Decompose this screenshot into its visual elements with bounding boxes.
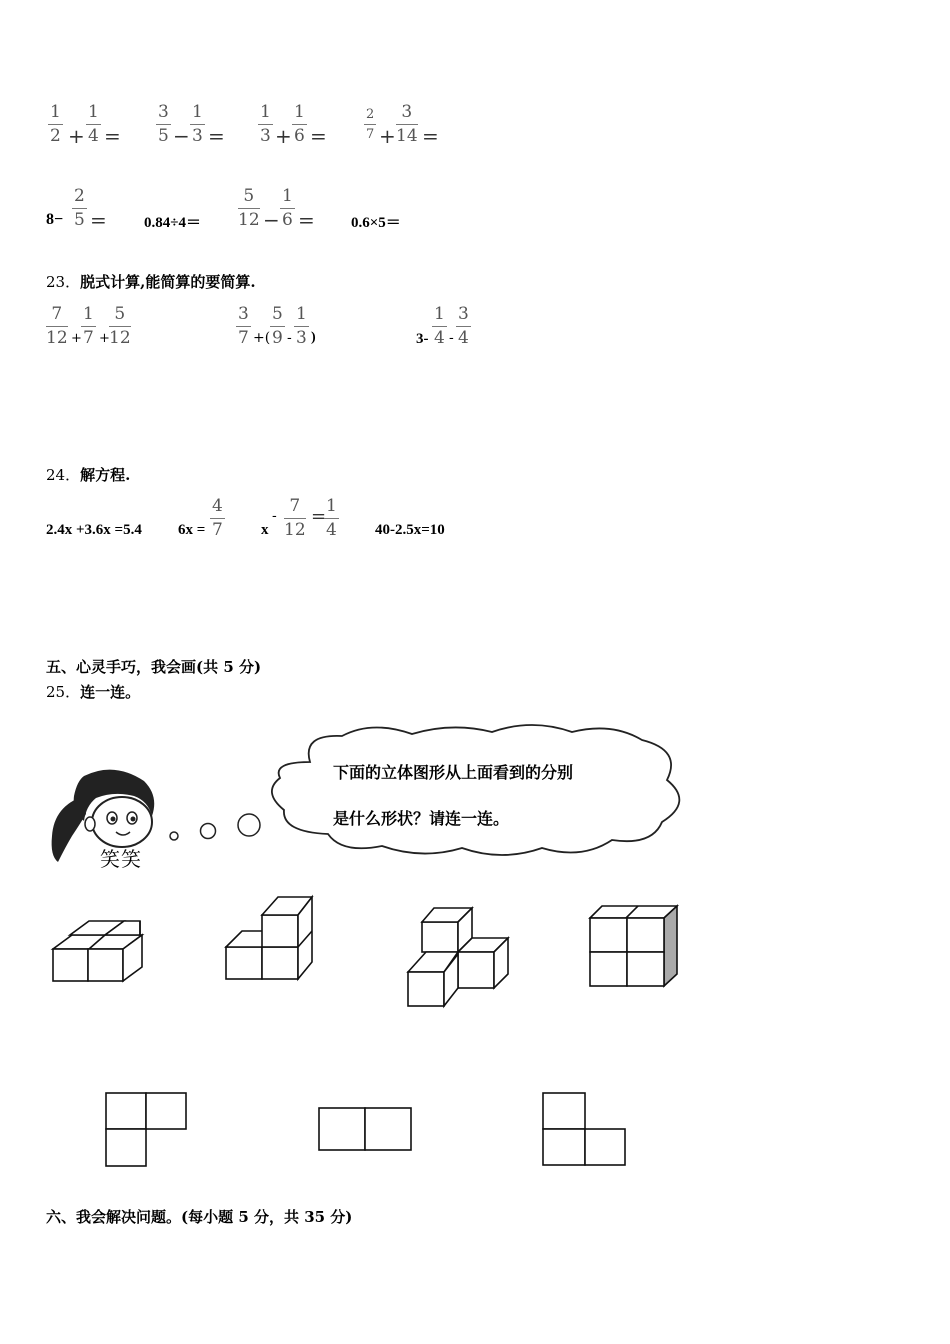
- fraction: $\frac{1}{3}$: [260, 102, 271, 146]
- fraction: $\frac{1}{2}$: [50, 102, 61, 146]
- fraction: $\frac{3}{4}$: [458, 304, 469, 348]
- equation-4: 40-2.5x=10: [375, 522, 445, 538]
- equation-1: 2.4x +3.6x =5.4: [46, 522, 142, 538]
- solid-figure-1: [50, 915, 150, 985]
- section-6-title: 六、我会解决问题。(每小题 5 分，共 35 分): [46, 1208, 353, 1226]
- solid-figure-2: [224, 890, 324, 985]
- question-23-heading: 23．脱式计算,能简算的要简算.: [46, 273, 256, 291]
- bubble-text-line2: 是什么形状？请连一连。: [333, 809, 510, 828]
- row2-expr4: 0.6×5＝: [351, 215, 401, 231]
- fraction: $\frac{1}{4}$: [326, 496, 337, 540]
- thought-cloud: [262, 722, 694, 862]
- fraction: $\frac{2}{5}$: [74, 186, 85, 230]
- fraction: $\frac{1}{6}$: [282, 186, 293, 230]
- top-view-shape-1: [104, 1091, 189, 1169]
- character-label: 笑笑: [100, 847, 142, 871]
- solid-figure-3: [404, 904, 514, 1010]
- question-24-heading: 24．解方程.: [46, 466, 131, 484]
- fraction: $\frac{3}{5}$: [158, 102, 169, 146]
- fraction: $\frac{1}{7}$: [83, 304, 94, 348]
- solid-figure-4: [588, 904, 683, 992]
- bubble-text-line1: 下面的立体图形从上面看到的分别: [333, 763, 574, 782]
- fraction: $\frac{5}{12}$: [109, 304, 131, 348]
- fraction: $\frac{3}{7}$: [238, 304, 249, 348]
- fraction: $\frac{1}{4}$: [88, 102, 99, 146]
- row2-expr2: 0.84÷4＝: [144, 215, 201, 231]
- section-5-title: 五、心灵手巧，我会画(共 5 分): [46, 658, 262, 676]
- fraction: $\frac{2}{7}$: [366, 107, 375, 142]
- fraction: $\frac{3}{14}$: [396, 102, 418, 146]
- fraction: $\frac{1}{4}$: [434, 304, 445, 348]
- fraction: $\frac{1}{6}$: [294, 102, 305, 146]
- fraction: $\frac{1}{3}$: [296, 304, 307, 348]
- question-25-heading: 25．连一连。: [46, 683, 141, 701]
- top-view-shape-3: [541, 1091, 629, 1169]
- fraction: $\frac{4}{7}$: [212, 496, 223, 540]
- fraction: $\frac{7}{12}$: [284, 496, 306, 540]
- fraction: $\frac{7}{12}$: [46, 304, 68, 348]
- thought-dots: [165, 810, 265, 850]
- fraction: $\frac{5}{9}$: [272, 304, 283, 348]
- top-view-shape-2: [317, 1106, 415, 1152]
- fraction: $\frac{1}{3}$: [192, 102, 203, 146]
- fraction: $\frac{5}{12}$: [238, 186, 260, 230]
